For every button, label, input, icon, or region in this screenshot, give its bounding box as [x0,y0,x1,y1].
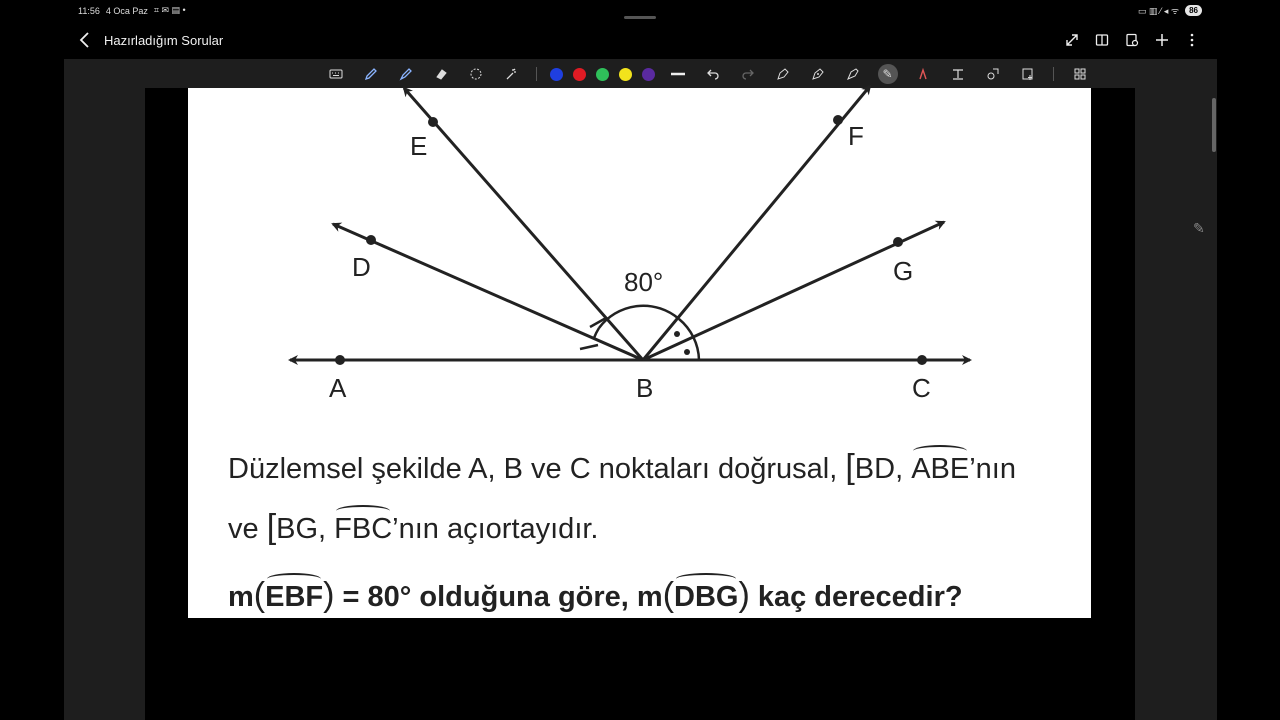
angle-dbg: DBG [674,581,739,613]
vertical-scrollbar[interactable] [1212,98,1216,152]
label-b: B [636,373,654,403]
ray-label-bd: BD, [854,453,912,485]
ray-bracket: [ [266,508,277,546]
angle-ebf: EBF [265,581,324,613]
point-g-dot [893,237,903,247]
point-f-dot [833,115,843,125]
side-pen-icon[interactable]: ✎ [1193,220,1205,236]
angle-mark-dot-2 [684,349,690,355]
point-e-dot [428,117,438,127]
label-g: G [893,256,914,286]
question-line-1 [228,448,1016,487]
point-a-dot [335,355,345,365]
label-e: E [410,131,428,161]
close-paren: ) [323,576,335,614]
angle-abe: ABE [911,453,970,485]
open-paren: ( [253,576,266,614]
text-segment: kaç derecedir? [749,581,963,613]
text-segment: = 80° olduğuna göre, m [334,581,663,613]
label-d: D [352,252,371,282]
page-title: Hazırladığım Sorular [104,33,224,48]
angle-arc-abd [594,328,599,338]
text-segment: ve [228,513,267,545]
close-paren: ) [738,576,750,614]
notification-icons: ⌗ ✉ ▤ • [153,5,186,15]
text-segment: Düzlemsel şekilde A, B ve C noktaları doğrusal, [228,453,846,485]
angle-mark-dot-1 [674,331,680,337]
label-a: A [329,373,347,403]
signal-icons: ▭ ▥ ⁄ ◂ ᯤ [1137,6,1180,16]
ray-bd [333,224,643,360]
ray-label-bg: BG, [276,513,335,545]
label-f: F [848,121,864,151]
tick-mark-abd [580,345,598,349]
angle-fbc: FBC [334,513,393,545]
question-line-2 [228,508,598,547]
open-paren: ( [662,576,675,614]
point-d-dot [366,235,376,245]
text-segment: ’nın açıortayıdır. [392,513,599,545]
point-c-dot [917,355,927,365]
battery-indicator: 86 [1185,5,1202,16]
angle-label: 80° [624,267,664,297]
question-line-3 [228,576,963,615]
text-segment: m [228,581,254,613]
ray-bracket: [ [845,448,855,486]
marker-pen-icon: ✎ [878,64,898,84]
text-segment: ’nın [969,453,1016,485]
status-time: 11:56 [78,5,100,16]
status-date: 4 Oca Paz [105,5,148,16]
label-c: C [912,373,931,403]
